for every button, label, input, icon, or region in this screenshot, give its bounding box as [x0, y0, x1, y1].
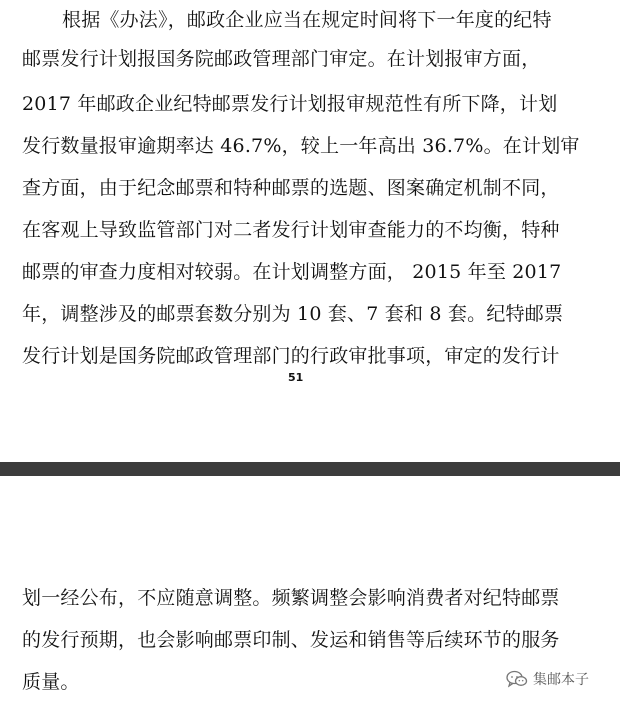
- text-line: 邮票发行计划报国务院邮政管理部门审定。在计划报审方面，: [22, 48, 541, 70]
- text-line: 查方面，由于纪念邮票和特种邮票的选题、图案确定机制不同，: [22, 177, 560, 199]
- wechat-icon: [506, 670, 528, 688]
- watermark-text: 集邮本子: [533, 672, 589, 688]
- text-line: 质量。: [22, 671, 80, 693]
- text-line: 年，调整涉及的邮票套数分别为 10 套、7 套和 8 套。纪特邮票: [22, 303, 564, 325]
- text-line: 划一经公布，不应随意调整。频繁调整会影响消费者对纪特邮票: [22, 587, 560, 609]
- text-line: 发行数量报审逾期率达 46.7%，较上一年高出 36.7%。在计划审: [22, 135, 580, 157]
- text-line: 2017 年邮政企业纪特邮票发行计划报审规范性有所下降，计划: [22, 93, 558, 115]
- text-line: 根据《办法》，邮政企业应当在规定时间将下一年度的纪特: [62, 9, 552, 31]
- text-line: 的发行预期，也会影响邮票印制、发运和销售等后续环节的服务: [22, 629, 560, 651]
- watermark: [506, 668, 589, 690]
- page-divider: [0, 462, 620, 476]
- text-line: 在客观上导致监管部门对二者发行计划审查能力的不均衡，特种: [22, 219, 560, 241]
- text-line: 发行计划是国务院邮政管理部门的行政审批事项，审定的发行计: [22, 345, 560, 367]
- text-line: 邮票的审查力度相对较弱。在计划调整方面， 2015 年至 2017: [22, 261, 562, 283]
- page-number: 51: [288, 371, 304, 384]
